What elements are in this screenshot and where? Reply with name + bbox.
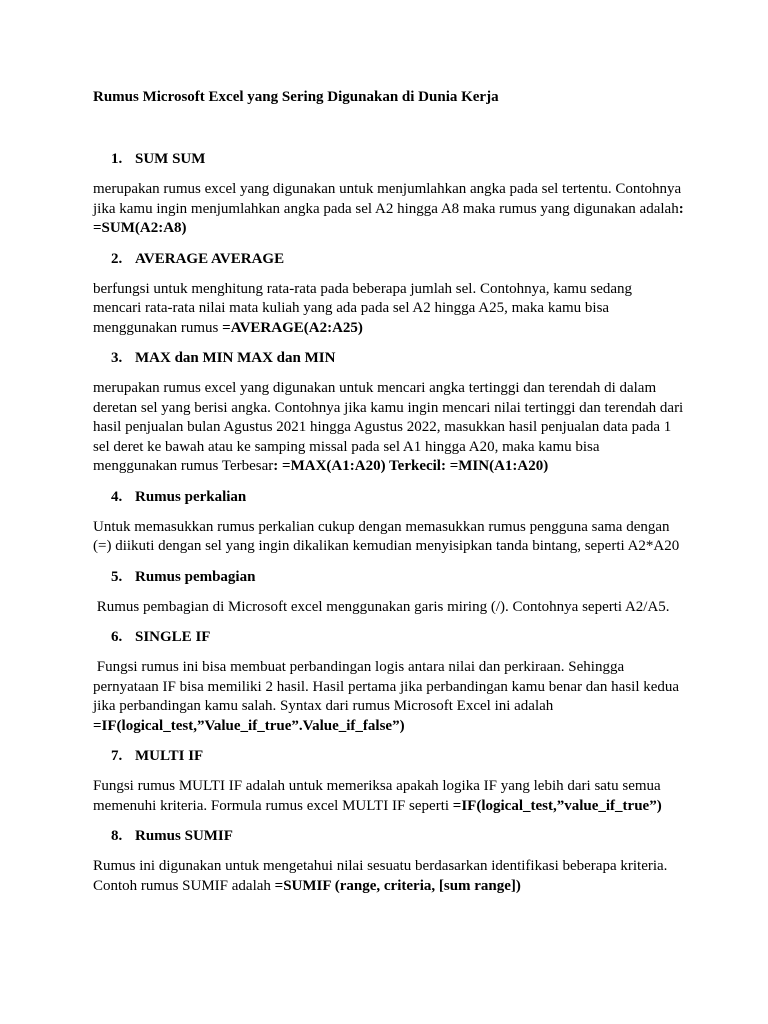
formula-text: : =SUM(A2:A8) xyxy=(93,200,684,236)
section-heading-text: Rumus perkalian xyxy=(135,488,247,505)
section-heading xyxy=(93,747,688,765)
formula-text: =SUMIF (range, criteria, [sum range]) xyxy=(274,877,521,894)
body-text: Rumus pembagian di Microsoft excel menggunakan garis miring (/). Contohnya seperti A2/A5. xyxy=(93,598,670,615)
section-sumif xyxy=(93,827,688,896)
section-number: 5. xyxy=(111,568,123,585)
section-heading xyxy=(93,488,688,506)
section-heading-text: MAX dan MIN MAX dan MIN xyxy=(135,350,336,366)
formula-text: : =MAX(A1:A20) Terkecil: =MIN(A1:A20) xyxy=(273,458,549,474)
section-perkalian xyxy=(93,488,688,557)
section-number: 8. xyxy=(111,828,123,844)
section-heading-text: Rumus pembagian xyxy=(135,568,256,585)
body-text: Rumus ini digunakan untuk mengetahui nilai sesuatu berdasarkan identifikasi beberapa kriteria. Contoh rumus SUMIF adalah xyxy=(93,858,668,894)
document-title: Rumus Microsoft Excel yang Sering Digunakan di Dunia Kerja xyxy=(93,89,499,105)
section-body xyxy=(93,280,688,339)
section-heading-text: SUM SUM xyxy=(135,151,206,167)
section-number: 2. xyxy=(111,250,123,267)
section-body xyxy=(93,658,688,736)
section-average xyxy=(93,250,688,339)
section-heading-text: MULTI IF xyxy=(135,748,204,764)
section-number: 6. xyxy=(111,629,123,645)
section-body xyxy=(93,857,688,896)
section-heading xyxy=(93,628,688,646)
section-heading xyxy=(93,250,688,268)
body-text: merupakan rumus excel yang digunakan untuk menjumlahkan angka pada sel tertentu. Contohnya jika kamu ingin menjumlahkan angka pada sel A2 hingga A8 maka rumus yang digunakan adalah xyxy=(93,181,682,217)
section-number: 1. xyxy=(111,151,123,167)
section-heading-text: AVERAGE AVERAGE xyxy=(135,250,285,267)
section-max-min xyxy=(93,349,688,477)
section-heading xyxy=(93,827,688,845)
section-body xyxy=(93,598,688,618)
section-body xyxy=(93,518,688,557)
section-body xyxy=(93,777,688,816)
section-number: 4. xyxy=(111,488,123,505)
section-heading-text: Rumus SUMIF xyxy=(135,828,233,844)
section-heading xyxy=(93,150,688,168)
section-number: 7. xyxy=(111,748,123,764)
section-heading xyxy=(93,568,688,586)
section-single-if xyxy=(93,628,688,736)
formula-text: =IF(logical_test,”value_if_true”) xyxy=(452,797,662,814)
section-body xyxy=(93,180,688,239)
body-text: Fungsi rumus ini bisa membuat perbandingan logis antara nilai dan perkiraan. Sehingga pernyataan IF bisa memiliki 2 hasil. Hasil pertama jika perbandingan kamu benar dan hasil kedua jika perbandingan kamu salah. Syntax dari rumus Microsoft Excel ini adalah xyxy=(93,659,683,714)
formula-text: =IF(logical_test,”Value_if_true”.Value_if_false”) xyxy=(93,717,405,734)
body-text: Fungsi rumus MULTI IF adalah untuk memeriksa apakah logika IF yang lebih dari satu semua memenuhi kriteria. Formula rumus excel MULTI IF seperti xyxy=(93,778,661,814)
section-pembagian xyxy=(93,568,688,618)
body-text: merupakan rumus excel yang digunakan untuk mencari angka tertinggi dan terendah di dalam deretan sel yang berisi angka. Contohnya jika kamu ingin mencari nilai tertinggi dan terendah dari hasil penjualan bulan Agustus 2021 hingga Agustus 2022, masukkan hasil penjualan data pada 1 sel deret ke bawah atau ke samping missal pada sel A1 hingga A20, maka kamu bisa menggunakan rumus Terbesar xyxy=(93,380,684,474)
section-sum xyxy=(93,150,688,239)
formula-text: =AVERAGE(A2:A25) xyxy=(222,319,363,336)
section-heading xyxy=(93,349,688,367)
section-heading-text: SINGLE IF xyxy=(135,629,211,645)
section-multi-if xyxy=(93,747,688,816)
body-text: Untuk memasukkan rumus perkalian cukup dengan memasukkan rumus pengguna sama dengan (=) diikuti dengan sel yang ingin dikalikan kemudian menyisipkan tanda bintang, seperti A2*A20 xyxy=(93,518,680,554)
section-number: 3. xyxy=(111,350,123,366)
body-text: berfungsi untuk menghitung rata-rata pada beberapa jumlah sel. Contohnya, kamu sedang mencari rata-rata nilai mata kuliah yang ada pada sel A2 hingga A25, maka kamu bisa menggunakan rumus xyxy=(93,280,633,336)
section-body xyxy=(93,379,688,477)
